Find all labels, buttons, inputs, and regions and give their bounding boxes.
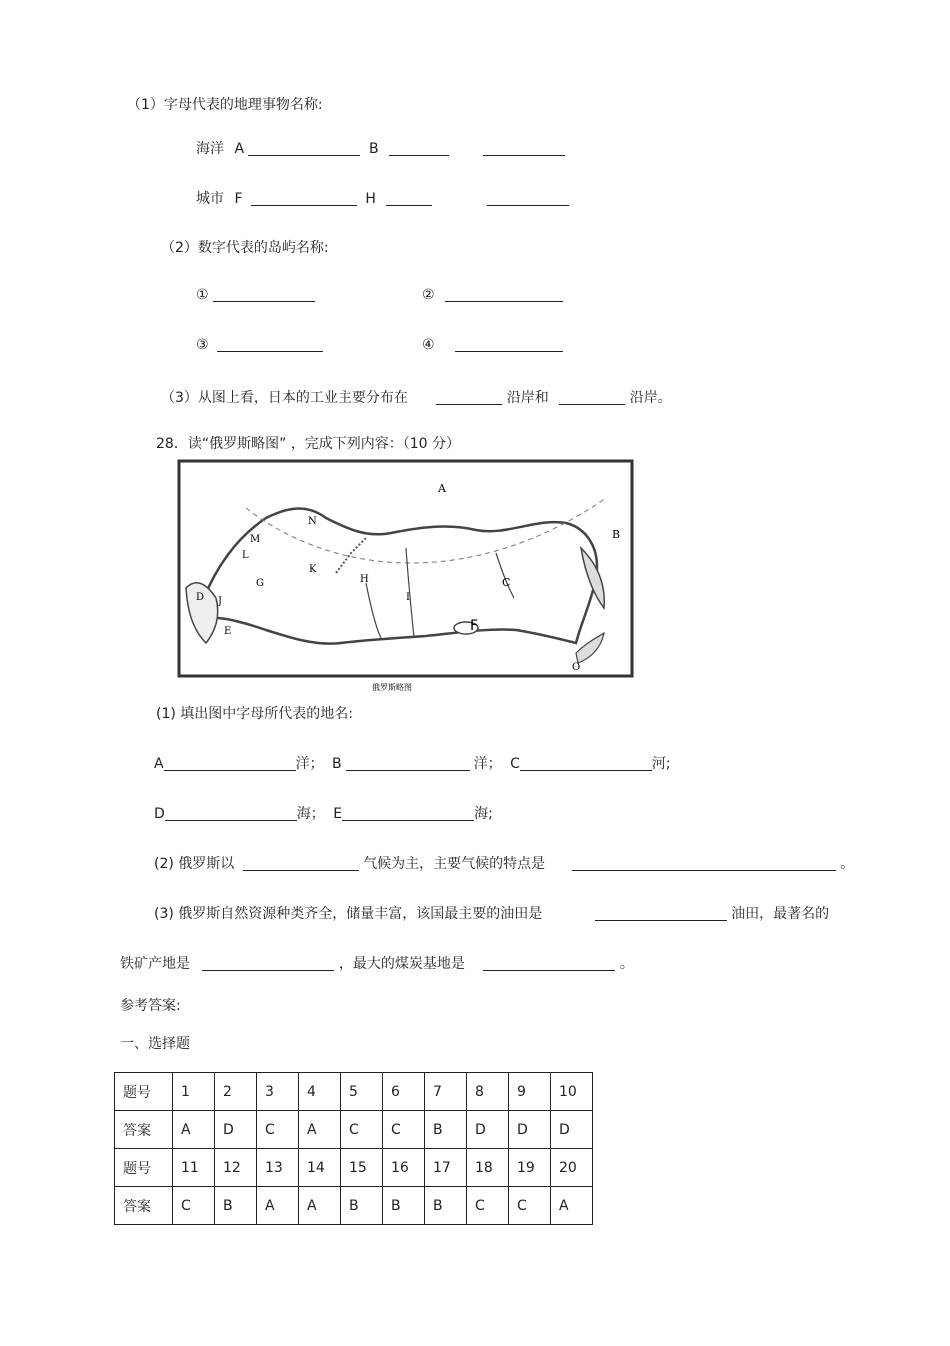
answer-cell: C <box>467 1187 509 1225</box>
ocean-row <box>196 138 565 158</box>
q3-mid: 沿岸和 <box>506 390 549 406</box>
island-1-number: ① <box>196 287 209 303</box>
q28-sub3 <box>154 903 829 923</box>
city-f-letter: F <box>234 191 243 207</box>
q28-sub2 <box>154 853 854 873</box>
q28-coal-blank[interactable] <box>483 956 615 971</box>
answer-cell: C <box>257 1111 299 1149</box>
answer-cell: D <box>551 1111 593 1149</box>
q28-sub1: (1) 填出图中字母所代表的地名: <box>156 706 353 722</box>
map-letter-f: F <box>470 618 479 634</box>
answer-cell: 20 <box>551 1149 593 1187</box>
answer-cell: 14 <box>299 1149 341 1187</box>
answer-row <box>115 1111 593 1149</box>
q28-e-suffix: 海; <box>474 806 493 822</box>
q28-b-blank[interactable] <box>346 756 470 771</box>
island-2-number: ② <box>422 287 435 303</box>
island-3-blank[interactable] <box>217 337 323 352</box>
q28-sub2-end: 。 <box>840 856 855 872</box>
q28-sub3-start: (3) 俄罗斯自然资源种类齐全，储量丰富，该国最主要的油田是 <box>154 906 543 922</box>
q28-sub2-start: (2) 俄罗斯以 <box>154 856 235 872</box>
ocean-a-letter: A <box>234 141 245 157</box>
answer-row-label: 题号 <box>115 1073 173 1111</box>
q28-line2-mid: ，最大的煤炭基地是 <box>338 956 465 972</box>
island-2-row <box>422 287 563 303</box>
answer-cell: 2 <box>215 1073 257 1111</box>
answer-cell: C <box>509 1187 551 1225</box>
answer-cell: 4 <box>299 1073 341 1111</box>
island-4-row <box>422 337 563 353</box>
q28-c-suffix: 河; <box>651 756 671 772</box>
city-h-blank-2[interactable] <box>487 191 569 206</box>
ocean-label: 海洋 <box>196 141 224 157</box>
q3-end: 沿岸。 <box>629 390 672 406</box>
answer-cell: D <box>215 1111 257 1149</box>
city-h-blank-1[interactable] <box>386 191 432 206</box>
answers-heading: 参考答案: <box>120 998 181 1014</box>
answer-cell: A <box>299 1111 341 1149</box>
q28-line2-start: 铁矿产地是 <box>120 956 190 972</box>
island-1-blank[interactable] <box>213 287 315 302</box>
q28-d-suffix: 海； <box>296 806 325 822</box>
russia-map-svg <box>176 458 636 694</box>
q28-sub3-blank[interactable] <box>595 906 727 921</box>
q28-e-blank[interactable] <box>342 806 474 821</box>
q28-row-abc <box>154 753 671 773</box>
answer-cell: B <box>215 1187 257 1225</box>
q28-line2-end: 。 <box>619 956 634 972</box>
answer-cell: B <box>425 1111 467 1149</box>
q28-sub2-blank-1[interactable] <box>243 856 359 871</box>
answer-cell: B <box>383 1187 425 1225</box>
question-3 <box>161 387 672 407</box>
answer-cell: 9 <box>509 1073 551 1111</box>
q28-sub3-end: 油田，最著名的 <box>731 906 830 922</box>
q28-sub2-mid: 气候为主，主要气候的特点是 <box>363 856 546 872</box>
answer-row-label: 答案 <box>115 1111 173 1149</box>
map-letter-j: J <box>218 596 223 607</box>
answer-cell: A <box>257 1187 299 1225</box>
map-letter-h: H <box>360 574 369 585</box>
answer-cell: 11 <box>173 1149 215 1187</box>
map-letter-l: L <box>242 550 249 561</box>
ocean-b-letter: B <box>368 141 379 157</box>
answer-cell: B <box>425 1187 467 1225</box>
answer-cell: 17 <box>425 1149 467 1187</box>
question-1: （1）字母代表的地理事物名称: <box>127 97 323 113</box>
map-letter-d: D <box>196 592 205 603</box>
answer-cell: 10 <box>551 1073 593 1111</box>
island-1-row <box>196 287 315 303</box>
map-letter-g: G <box>256 578 264 589</box>
map-caption: 俄罗斯略图 <box>372 683 412 692</box>
answer-cell: 15 <box>341 1149 383 1187</box>
map-letter-m: M <box>250 534 261 545</box>
q28-c-letter: C <box>510 756 520 772</box>
q3-blank-2[interactable] <box>559 390 625 405</box>
answer-table <box>114 1072 593 1225</box>
ocean-b-blank-2[interactable] <box>483 141 565 156</box>
answer-cell: D <box>467 1111 509 1149</box>
question-28-title: 28．读“俄罗斯略图” ，完成下列内容：（10 分） <box>156 436 461 452</box>
city-label: 城市 <box>196 191 224 207</box>
q28-a-blank[interactable] <box>164 756 296 771</box>
q28-row-de <box>154 803 493 823</box>
q28-iron-blank[interactable] <box>202 956 334 971</box>
map-letter-n: N <box>308 516 317 527</box>
q3-start: （3）从图上看，日本的工业主要分布在 <box>161 390 408 406</box>
answer-cell: 1 <box>173 1073 215 1111</box>
island-3-row <box>196 337 323 353</box>
answer-cell: 13 <box>257 1149 299 1187</box>
city-h-letter: H <box>365 191 376 207</box>
map-letter-k: K <box>309 564 317 575</box>
answer-cell: C <box>341 1111 383 1149</box>
answer-cell: D <box>509 1111 551 1149</box>
question-2: （2）数字代表的岛屿名称: <box>161 240 329 256</box>
island-4-blank[interactable] <box>455 337 563 352</box>
map-letter-e: E <box>224 626 232 637</box>
map-letter-c: C <box>502 576 511 589</box>
map-letter-b: B <box>612 528 621 541</box>
q28-b-letter: B <box>332 756 342 772</box>
answer-cell: 19 <box>509 1149 551 1187</box>
answer-cell: A <box>299 1187 341 1225</box>
answer-cell: 7 <box>425 1073 467 1111</box>
q28-d-letter: D <box>154 806 165 822</box>
answer-cell: C <box>383 1111 425 1149</box>
answer-cell: 8 <box>467 1073 509 1111</box>
answer-row-label: 题号 <box>115 1149 173 1187</box>
answer-cell: A <box>173 1111 215 1149</box>
map-letter-o: O <box>572 662 581 673</box>
city-f-blank[interactable] <box>251 191 357 206</box>
q3-blank-1[interactable] <box>436 390 502 405</box>
answer-cell: 12 <box>215 1149 257 1187</box>
q28-d-blank[interactable] <box>165 806 297 821</box>
q28-a-suffix: 洋； <box>295 756 324 772</box>
answer-cell: 18 <box>467 1149 509 1187</box>
ocean-a-blank[interactable] <box>248 141 360 156</box>
answer-cell: 3 <box>257 1073 299 1111</box>
russia-map <box>176 458 636 694</box>
q28-b-suffix: 洋； <box>473 756 502 772</box>
answer-cell: 5 <box>341 1073 383 1111</box>
answer-cell: 16 <box>383 1149 425 1187</box>
answer-cell: C <box>173 1187 215 1225</box>
q28-sub3-line2 <box>120 953 634 973</box>
q28-c-blank[interactable] <box>520 756 652 771</box>
island-4-number: ④ <box>422 337 435 353</box>
q28-sub2-blank-2[interactable] <box>572 856 836 871</box>
ocean-b-blank-1[interactable] <box>389 141 449 156</box>
answer-row-label: 答案 <box>115 1187 173 1225</box>
answer-cell: B <box>341 1187 383 1225</box>
answer-row <box>115 1149 593 1187</box>
q28-e-letter: E <box>333 806 343 822</box>
q28-a-letter: A <box>154 756 164 772</box>
answer-row <box>115 1187 593 1225</box>
answers-section: 一、选择题 <box>120 1036 190 1052</box>
answer-cell: 6 <box>383 1073 425 1111</box>
city-row <box>196 188 569 208</box>
map-letter-a: A <box>438 482 446 495</box>
map-letter-i: I <box>406 592 410 603</box>
island-3-number: ③ <box>196 337 209 353</box>
answer-cell: A <box>551 1187 593 1225</box>
answer-row <box>115 1073 593 1111</box>
island-2-blank[interactable] <box>445 287 563 302</box>
